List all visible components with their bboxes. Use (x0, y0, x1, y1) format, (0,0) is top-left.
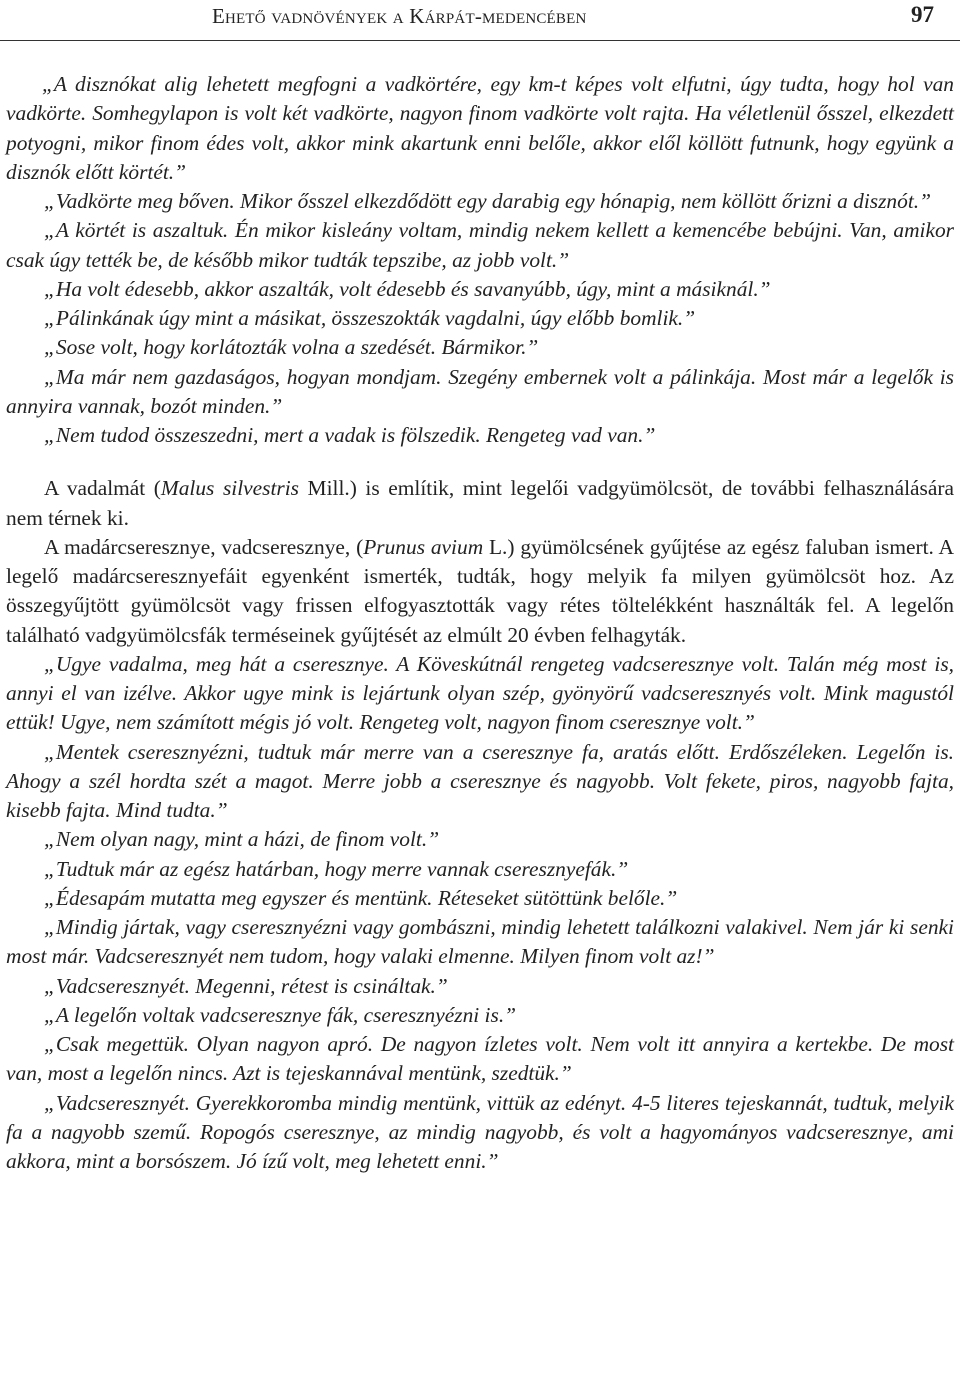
latin-name: Prunus avium (363, 534, 484, 559)
header-rule (0, 40, 960, 41)
quote-paragraph: „Csak megettük. Olyan nagyon apró. De nagyon ízletes volt. Nem volt itt annyira a kertekbe. De most van, most a legelőn nincs. Azt is tejeskannával mentünk, szedtük.” (6, 1032, 954, 1086)
quote-paragraph: „Ma már nem gazdaságos, hogyan mondjam. Szegény embernek volt a pálinkája. Most már a legelők is annyira vannak, bozót minden.” (6, 364, 954, 418)
text-segment: A madárcseresznye, vadcseresznye, ( (44, 534, 364, 559)
quote-paragraph: „Vadcseresznyét. Gyerekkoromba mindig mentünk, vittük az edényt. 4-5 literes tejeskannát, tudtuk, melyik fa a nagyobb szemű. Ropogós cseresznye, az mindig nagyobb, és volt a hagyományos vadcseresznye, ami akkora, mint a borsószem. Jó ízű volt, meg lehetett enni.” (6, 1090, 954, 1173)
page-body (6, 70, 954, 1176)
quote-paragraph: „A legelőn voltak vadcseresznye fák, cseresznyézni is.” (44, 1002, 517, 1027)
text-segment: L.) gyümölcsének gyűjtése az egész faluban ismert. A legelő madárcseresznyefáit egyenként ismerték, tudták, hogy melyik fa milyen gyümölcsöt hoz. Az összegyűjtött gyümölcsöt vagy frissen elfogyasztották vagy rétes töltelékként használták fel. A legelőn található vadgyümölcsfák terméseinek gyűjtését az elmúlt 20 évben felhagyták. (6, 534, 954, 647)
quote-paragraph: „A körtét is aszaltuk. Én mikor kisleány voltam, mindig nekem kellett a kemencébe bebújni. Van, amikor csak úgy tették be, de később mikor tudták tepszibe, az jobb volt.” (6, 218, 954, 272)
quote-paragraph: „Ha volt édesebb, akkor aszalták, volt édesebb és savanyúbb, úgy, mint a másiknál.” (44, 276, 771, 301)
page-header (0, 0, 960, 40)
quote-paragraph: „Tudtuk már az egész határban, hogy merre vannak cseresznyefák.” (44, 856, 629, 881)
quote-paragraph: „Sose volt, hogy korlátozták volna a szedését. Bármikor.” (44, 335, 539, 360)
quote-paragraph: „Nem olyan nagy, mint a házi, de finom volt.” (44, 827, 440, 852)
quote-paragraph: „Mindig jártak, vagy cseresznyézni vagy gombászni, mindig lehetett találkozni valakivel. Nem jár ki senki most már. Vadcseresznyét nem tudom, hogy valaki elmenne. Milyen finom volt az!” (6, 915, 954, 969)
quote-paragraph: „Édesapám mutatta meg egyszer és mentünk. Réteseket sütöttünk belőle.” (44, 885, 678, 910)
quote-paragraph: „Vadcseresznyét. Megenni, rétest is csináltak.” (44, 973, 448, 998)
quote-paragraph: „Ugye vadalma, meg hát a cseresznye. A Köveskútnál rengeteg vadcseresznye volt. Talán még most is, annyi el van izélve. Akkor ugye mink is lejártunk olyan szép, gyönyörű vadcseresznyés volt. Mink magustól ettük! Ugye, nem számított mégis jó volt. Rengeteg volt, nagyon finom cseresznye volt.” (6, 651, 954, 735)
paragraph-gap (6, 450, 954, 474)
latin-name: Malus silvestris (160, 476, 299, 501)
text-segment: A vadalmát ( (44, 476, 161, 501)
text-segment: Mill.) is említik, mint legelői vadgyümölcsöt, de további felhasználására nem térnek ki. (6, 476, 954, 530)
quote-paragraph: „A disznókat alig lehetett megfogni a vadkörtére, egy km-t képes volt elfutni, úgy tudta, hogy hol van vadkörte. Somhegylapon is volt két vadkörte, nagyon finom vadkörte volt rajta. Ha véletlenül ősszel, elkezdett potyogni, mikor finom édes volt, akkor mink akartunk enni belőle, akkor elől köllött futnunk, hogy együnk a disznók előtt körtét.” (6, 72, 954, 184)
quote-paragraph: „Pálinkának úgy mint a másikat, összeszokták vagdalni, úgy előbb bomlik.” (44, 306, 696, 330)
body-paragraph-malus (6, 474, 954, 533)
quote-paragraph: „Mentek cseresznyézni, tudtuk már merre van a cseresznye fa, aratás előtt. Erdőszéleken. Legelőn is. Ahogy a szél hordta szét a magot. Merre jobb a cseresznye és nagyobb. Volt fekete, piros, nagyobb fajta, kisebb fajta. Mind tudta.” (6, 739, 954, 822)
body-paragraph-prunus (6, 533, 954, 650)
page-number: 97 (911, 2, 934, 27)
quote-paragraph: „Nem tudod összeszedni, mert a vadak is fölszedik. Rengeteg vad van.” (44, 423, 656, 447)
quote-paragraph: „Vadkörte meg bőven. Mikor ősszel elkezdődött egy darabig egy hónapig, nem köllött őrizni a disznót.” (44, 189, 932, 213)
running-title: Ehető vadnövények a Kárpát-medencében (212, 4, 587, 28)
